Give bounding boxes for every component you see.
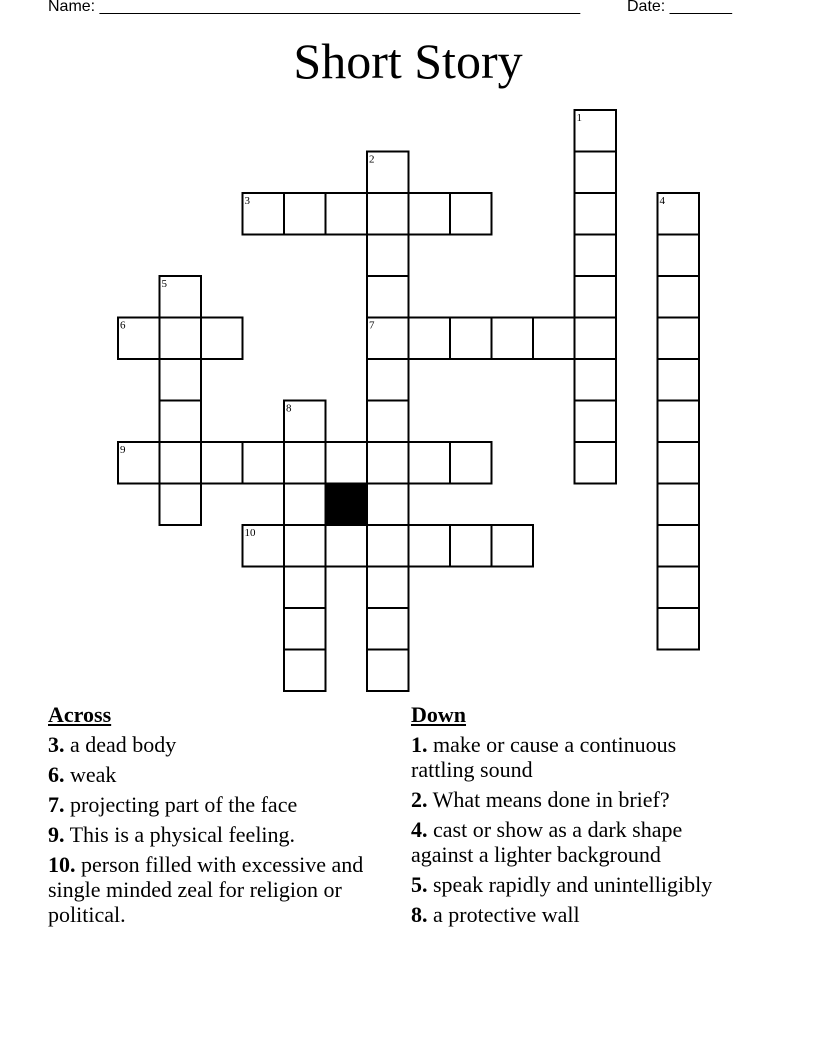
grid-cell[interactable]: [367, 650, 409, 692]
across-heading: Across: [48, 702, 112, 727]
grid-cell[interactable]: [658, 442, 700, 484]
clue-number: 3.: [48, 732, 65, 757]
grid-cell[interactable]: [160, 318, 202, 360]
grid-cell[interactable]: [409, 193, 451, 235]
grid-cell[interactable]: [326, 193, 368, 235]
grid-cell[interactable]: [160, 401, 202, 443]
grid-cell[interactable]: [409, 318, 451, 360]
clue-text: weak: [64, 762, 117, 787]
date-field-label: Date: _______: [627, 0, 732, 15]
grid-cell[interactable]: [284, 567, 326, 609]
cell-number: 5: [161, 278, 167, 290]
grid-cell[interactable]: [284, 442, 326, 484]
grid-cell[interactable]: [575, 318, 617, 360]
down-clue: [411, 732, 741, 782]
grid-cell[interactable]: [575, 152, 617, 194]
clue-text: speak rapidly and unintelligibly: [427, 872, 713, 897]
clue-number: 9.: [48, 822, 65, 847]
across-clue: [48, 792, 404, 817]
grid-cell[interactable]: [367, 442, 409, 484]
clue-text: projecting part of the face: [64, 792, 298, 817]
grid-cell[interactable]: [658, 359, 700, 401]
grid-cell[interactable]: [284, 193, 326, 235]
clue-number: 7.: [48, 792, 65, 817]
clue-number: 6.: [48, 762, 65, 787]
down-clue: [411, 872, 741, 897]
grid-cell[interactable]: [658, 525, 700, 567]
clue-text: What means done in brief?: [427, 787, 670, 812]
grid-cell[interactable]: [367, 235, 409, 277]
grid-cell[interactable]: [367, 525, 409, 567]
grid-cell[interactable]: [367, 276, 409, 318]
grid-cell[interactable]: [492, 525, 534, 567]
name-field-label: Name: ______________________________________________________: [48, 0, 581, 15]
clue-text: person filled with excessive and single minded zeal for religion or political.: [48, 852, 364, 927]
grid-cell[interactable]: [658, 484, 700, 526]
cell-number: 1: [576, 112, 582, 124]
clue-number: 8.: [411, 902, 428, 927]
grid-cell[interactable]: [575, 276, 617, 318]
grid-cell[interactable]: [575, 193, 617, 235]
cell-number: 2: [369, 153, 375, 166]
grid-cell[interactable]: [658, 401, 700, 443]
grid-cell[interactable]: [658, 276, 700, 318]
grid-cell[interactable]: [409, 442, 451, 484]
across-clue: [48, 822, 404, 847]
blocked-cell: [326, 484, 368, 526]
clue-number: 1.: [411, 732, 428, 757]
clue-number: 5.: [411, 872, 428, 897]
grid-cell[interactable]: [575, 235, 617, 277]
grid-cell[interactable]: [201, 318, 243, 360]
grid-cell[interactable]: [658, 567, 700, 609]
grid-cell[interactable]: [450, 193, 492, 235]
grid-cell[interactable]: [658, 235, 700, 277]
clue-number: 10.: [48, 852, 76, 877]
page-title: Short Story: [293, 33, 523, 89]
cell-number: 6: [120, 319, 126, 332]
across-clues: [48, 702, 404, 932]
down-clue: [411, 817, 741, 867]
grid-cell[interactable]: [575, 401, 617, 443]
grid-cell[interactable]: [450, 525, 492, 567]
cell-number: 10: [244, 527, 256, 539]
grid-cell[interactable]: [450, 442, 492, 484]
cell-number: 9: [120, 444, 126, 456]
grid-cell[interactable]: [284, 525, 326, 567]
grid-cell[interactable]: [533, 318, 575, 360]
grid-cell[interactable]: [243, 442, 285, 484]
grid-cell[interactable]: [367, 484, 409, 526]
across-clue: [48, 762, 404, 787]
grid-cell[interactable]: [284, 650, 326, 692]
grid-cell[interactable]: [367, 567, 409, 609]
clue-number: 4.: [411, 817, 428, 842]
across-clue: [48, 852, 404, 927]
cell-number: 7: [369, 319, 375, 332]
grid-cell[interactable]: [575, 359, 617, 401]
grid-cell[interactable]: [367, 608, 409, 650]
grid-cell[interactable]: [160, 442, 202, 484]
grid-cell[interactable]: [367, 359, 409, 401]
across-clue: [48, 732, 404, 757]
grid-cell[interactable]: [450, 318, 492, 360]
cell-number: 4: [659, 195, 665, 207]
down-heading: Down: [411, 702, 467, 727]
grid-cell[interactable]: [367, 193, 409, 235]
grid-cell[interactable]: [658, 608, 700, 650]
grid-cell[interactable]: [201, 442, 243, 484]
grid-cell[interactable]: [284, 608, 326, 650]
grid-cell[interactable]: [160, 484, 202, 526]
grid-cell[interactable]: [658, 318, 700, 360]
clue-text: cast or show as a dark shape against a lighter background: [411, 817, 683, 867]
clue-text: This is a physical feeling.: [64, 822, 296, 847]
grid-cell[interactable]: [326, 442, 368, 484]
clue-text: a dead body: [64, 732, 177, 757]
grid-cell[interactable]: [367, 401, 409, 443]
grid-cell[interactable]: [160, 359, 202, 401]
clue-text: a protective wall: [427, 902, 580, 927]
clue-number: 2.: [411, 787, 428, 812]
down-clues: [411, 702, 741, 932]
grid-cell[interactable]: [284, 484, 326, 526]
down-clue: [411, 902, 741, 927]
down-clue: [411, 787, 741, 812]
grid-cell[interactable]: [492, 318, 534, 360]
grid-cell[interactable]: [575, 442, 617, 484]
clue-text: make or cause a continuous rattling sound: [411, 732, 677, 782]
cell-number: 3: [244, 195, 250, 207]
grid-cell[interactable]: [409, 525, 451, 567]
cell-number: 8: [286, 402, 292, 415]
grid-cell[interactable]: [326, 525, 368, 567]
